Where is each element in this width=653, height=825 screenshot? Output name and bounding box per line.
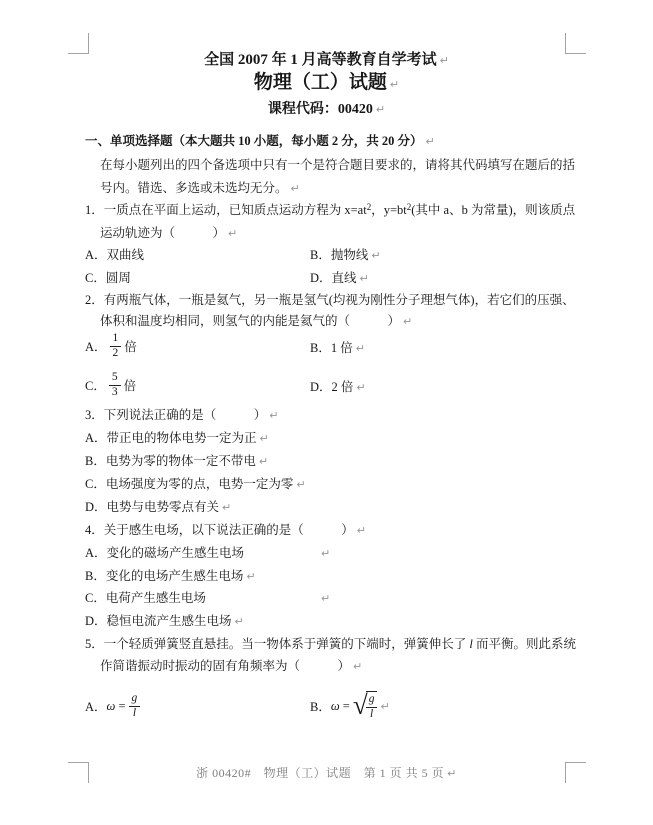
q2-option-a-label: A．: [85, 340, 107, 354]
question-1-stem-line2: [100, 225, 237, 242]
q2-option-c-suffix: 倍: [123, 379, 137, 393]
q4-option-c-text: C．电荷产生感生电场: [85, 591, 206, 605]
paragraph-mark-icon: ↵: [228, 227, 238, 240]
q5-stem-pre: 5．一个轻质弹簧竖直悬挂。当一物体系于弹簧的下端时，弹簧伸长了: [85, 637, 470, 651]
paragraph-mark-icon: ↵: [447, 767, 457, 780]
question-5-option-a: [85, 689, 143, 723]
paragraph-mark-icon: ↵: [356, 381, 366, 394]
q1-superscript: 2: [366, 202, 372, 212]
fraction-numerator: 1: [110, 332, 122, 347]
fraction-denominator: l: [369, 707, 374, 720]
q5-option-a-fraction: [129, 692, 141, 721]
page-footer: [0, 764, 653, 781]
question-3-option-b: [85, 453, 268, 470]
doc-course-code-text: 课程代码：00420: [267, 102, 373, 117]
question-3-option-d: [85, 499, 231, 516]
section-instruction-line1: 在每小题列出的四个备选项中只有一个是符合题目要求的，请将其代码填写在题后的括: [100, 158, 576, 172]
omega-symbol: ω: [106, 698, 116, 713]
paragraph-mark-icon: ↵: [321, 547, 331, 560]
q1-option-b-text: B．抛物线: [310, 248, 369, 262]
question-5-stem-line2: [100, 658, 362, 675]
fraction-numerator: 5: [109, 371, 121, 386]
fraction-denominator: 2: [112, 346, 119, 359]
q1-superscript: 2: [406, 202, 412, 212]
section-instruction-line2: [100, 180, 300, 197]
paragraph-mark-icon: ↵: [258, 455, 269, 468]
q1-stem-post: (其中 a、b 为常量)，则该质点: [411, 203, 576, 217]
equals-sign: =: [118, 698, 126, 713]
question-1-option-b: [310, 247, 381, 264]
question-4-option-d: [85, 613, 244, 630]
q3-option-b-text: B．电势为零的物体一定不带电: [85, 454, 256, 468]
paragraph-mark-icon: ↵: [371, 249, 381, 262]
fraction-denominator: 3: [111, 385, 118, 398]
question-5-option-b: [310, 686, 390, 726]
q1-stem-line2-text: 运动轨迹为（ ）: [100, 226, 226, 240]
q5-option-b-label: B．: [310, 700, 331, 714]
fraction-denominator: l: [132, 706, 137, 719]
q2-option-a-suffix: 倍: [124, 340, 137, 354]
question-1-option-a: A．双曲线: [85, 248, 145, 262]
paragraph-mark-icon: ↵: [321, 592, 331, 605]
question-4-stem: [85, 522, 366, 539]
q1-stem-pre: 1．一质点在平面上运动，已知质点运动方程为 x=at: [85, 203, 367, 217]
paragraph-mark-icon: ↵: [389, 78, 400, 91]
q1-option-d-text: D．直线: [310, 271, 357, 285]
q3-stem-text: 3．下列说法正确的是（ ）: [85, 408, 267, 422]
radical-icon: √: [352, 690, 368, 720]
q5-option-a-label: A．: [85, 700, 107, 714]
question-4-option-b: [85, 568, 256, 585]
doc-title-line2: [0, 74, 653, 93]
doc-title-line1: [0, 52, 653, 69]
doc-title-line2-text: 物理（工）试题: [253, 72, 387, 93]
paragraph-mark-icon: ↵: [246, 570, 256, 583]
fraction-numerator: g: [366, 693, 378, 708]
paragraph-mark-icon: ↵: [359, 272, 369, 285]
q5-stem-post: 而平衡。则此系统: [472, 637, 577, 651]
question-2-option-b: [310, 340, 365, 357]
doc-title-line1-text: 全国 2007 年 1 月高等教育自学考试: [204, 52, 437, 68]
question-3-stem: [85, 407, 278, 424]
q4-option-b-text: B．变化的电场产生感生电场: [85, 569, 244, 583]
paragraph-mark-icon: ↵: [439, 54, 449, 67]
square-root-expression: [353, 691, 378, 722]
section-instruction-line2-text: 号内。错选、多选或未选均无分。: [100, 181, 288, 195]
section-heading: [85, 133, 435, 150]
paragraph-mark-icon: ↵: [425, 135, 435, 148]
q2-option-b-text: B．1 倍: [310, 341, 353, 355]
paragraph-mark-icon: ↵: [356, 524, 366, 537]
page-footer-text: 浙 00420# 物理（工）试题 第 1 页 共 5 页: [196, 766, 445, 780]
question-2-option-a: [85, 332, 137, 360]
crop-mark-top-right: [565, 33, 586, 54]
question-1-option-c: C．圆周: [85, 271, 131, 285]
q5-variable-l: l: [469, 637, 473, 651]
q2-stem-line2-text: 体积和温度均相同，则氢气的内能是氦气的（ ）: [100, 314, 401, 328]
question-2-option-c: [85, 371, 136, 399]
paragraph-mark-icon: ↵: [296, 478, 306, 491]
question-4-option-a: [85, 545, 331, 562]
q1-stem-mid: ，y=bt: [371, 203, 407, 217]
q5-stem-line2-text: 作简谐振动时振动的固有角频率为（ ）: [100, 659, 351, 673]
question-1-stem-line1: [85, 202, 575, 220]
q2-option-c-label: C．: [85, 379, 106, 393]
paragraph-mark-icon: ↵: [222, 501, 232, 514]
question-2-stem-line2: [100, 313, 412, 330]
doc-course-code: [0, 101, 653, 118]
question-2-option-d: [310, 379, 366, 396]
paragraph-mark-icon: ↵: [403, 315, 413, 328]
question-2-stem-line1: 2．有两瓶气体，一瓶是氦气，另一瓶是氢气(均视为刚性分子理想气体)，若它们的压强、: [85, 293, 575, 307]
paragraph-mark-icon: ↵: [259, 432, 269, 445]
q3-option-d-text: D．电势与电势零点有关: [85, 500, 220, 514]
fraction-numerator: g: [129, 692, 141, 707]
q3-option-c-text: C．电场强度为零的点，电势一定为零: [85, 477, 294, 491]
paragraph-mark-icon: ↵: [234, 615, 244, 628]
question-1-option-d: [310, 270, 369, 287]
paragraph-mark-icon: ↵: [355, 342, 365, 355]
q4-option-d-text: D．稳恒电流产生感生电场: [85, 614, 232, 628]
section-heading-text: 一、单项选择题（本大题共 10 小题，每小题 2 分，共 20 分）: [85, 134, 423, 148]
q3-option-a-text: A．带正电的物体电势一定为正: [85, 431, 257, 445]
question-3-option-a: [85, 430, 269, 447]
question-4-option-c: [85, 590, 331, 607]
q2-option-c-fraction: [109, 371, 121, 400]
question-5-stem-line1: [85, 636, 576, 653]
paragraph-mark-icon: ↵: [375, 103, 386, 116]
q4-option-a-text: A．变化的磁场产生感生电场: [85, 546, 245, 560]
crop-mark-top-left: [68, 33, 89, 54]
omega-symbol: ω: [330, 698, 340, 713]
paragraph-mark-icon: ↵: [290, 182, 300, 195]
paragraph-mark-icon: ↵: [269, 409, 279, 422]
equals-sign: =: [342, 698, 350, 713]
paragraph-mark-icon: ↵: [380, 699, 390, 713]
question-3-option-c: [85, 476, 306, 493]
q2-option-a-fraction: [110, 332, 122, 361]
q2-option-d-text: D．2 倍: [310, 380, 354, 394]
q4-stem-text: 4．关于感生电场，以下说法正确的是（ ）: [85, 523, 354, 537]
paragraph-mark-icon: ↵: [353, 660, 363, 673]
